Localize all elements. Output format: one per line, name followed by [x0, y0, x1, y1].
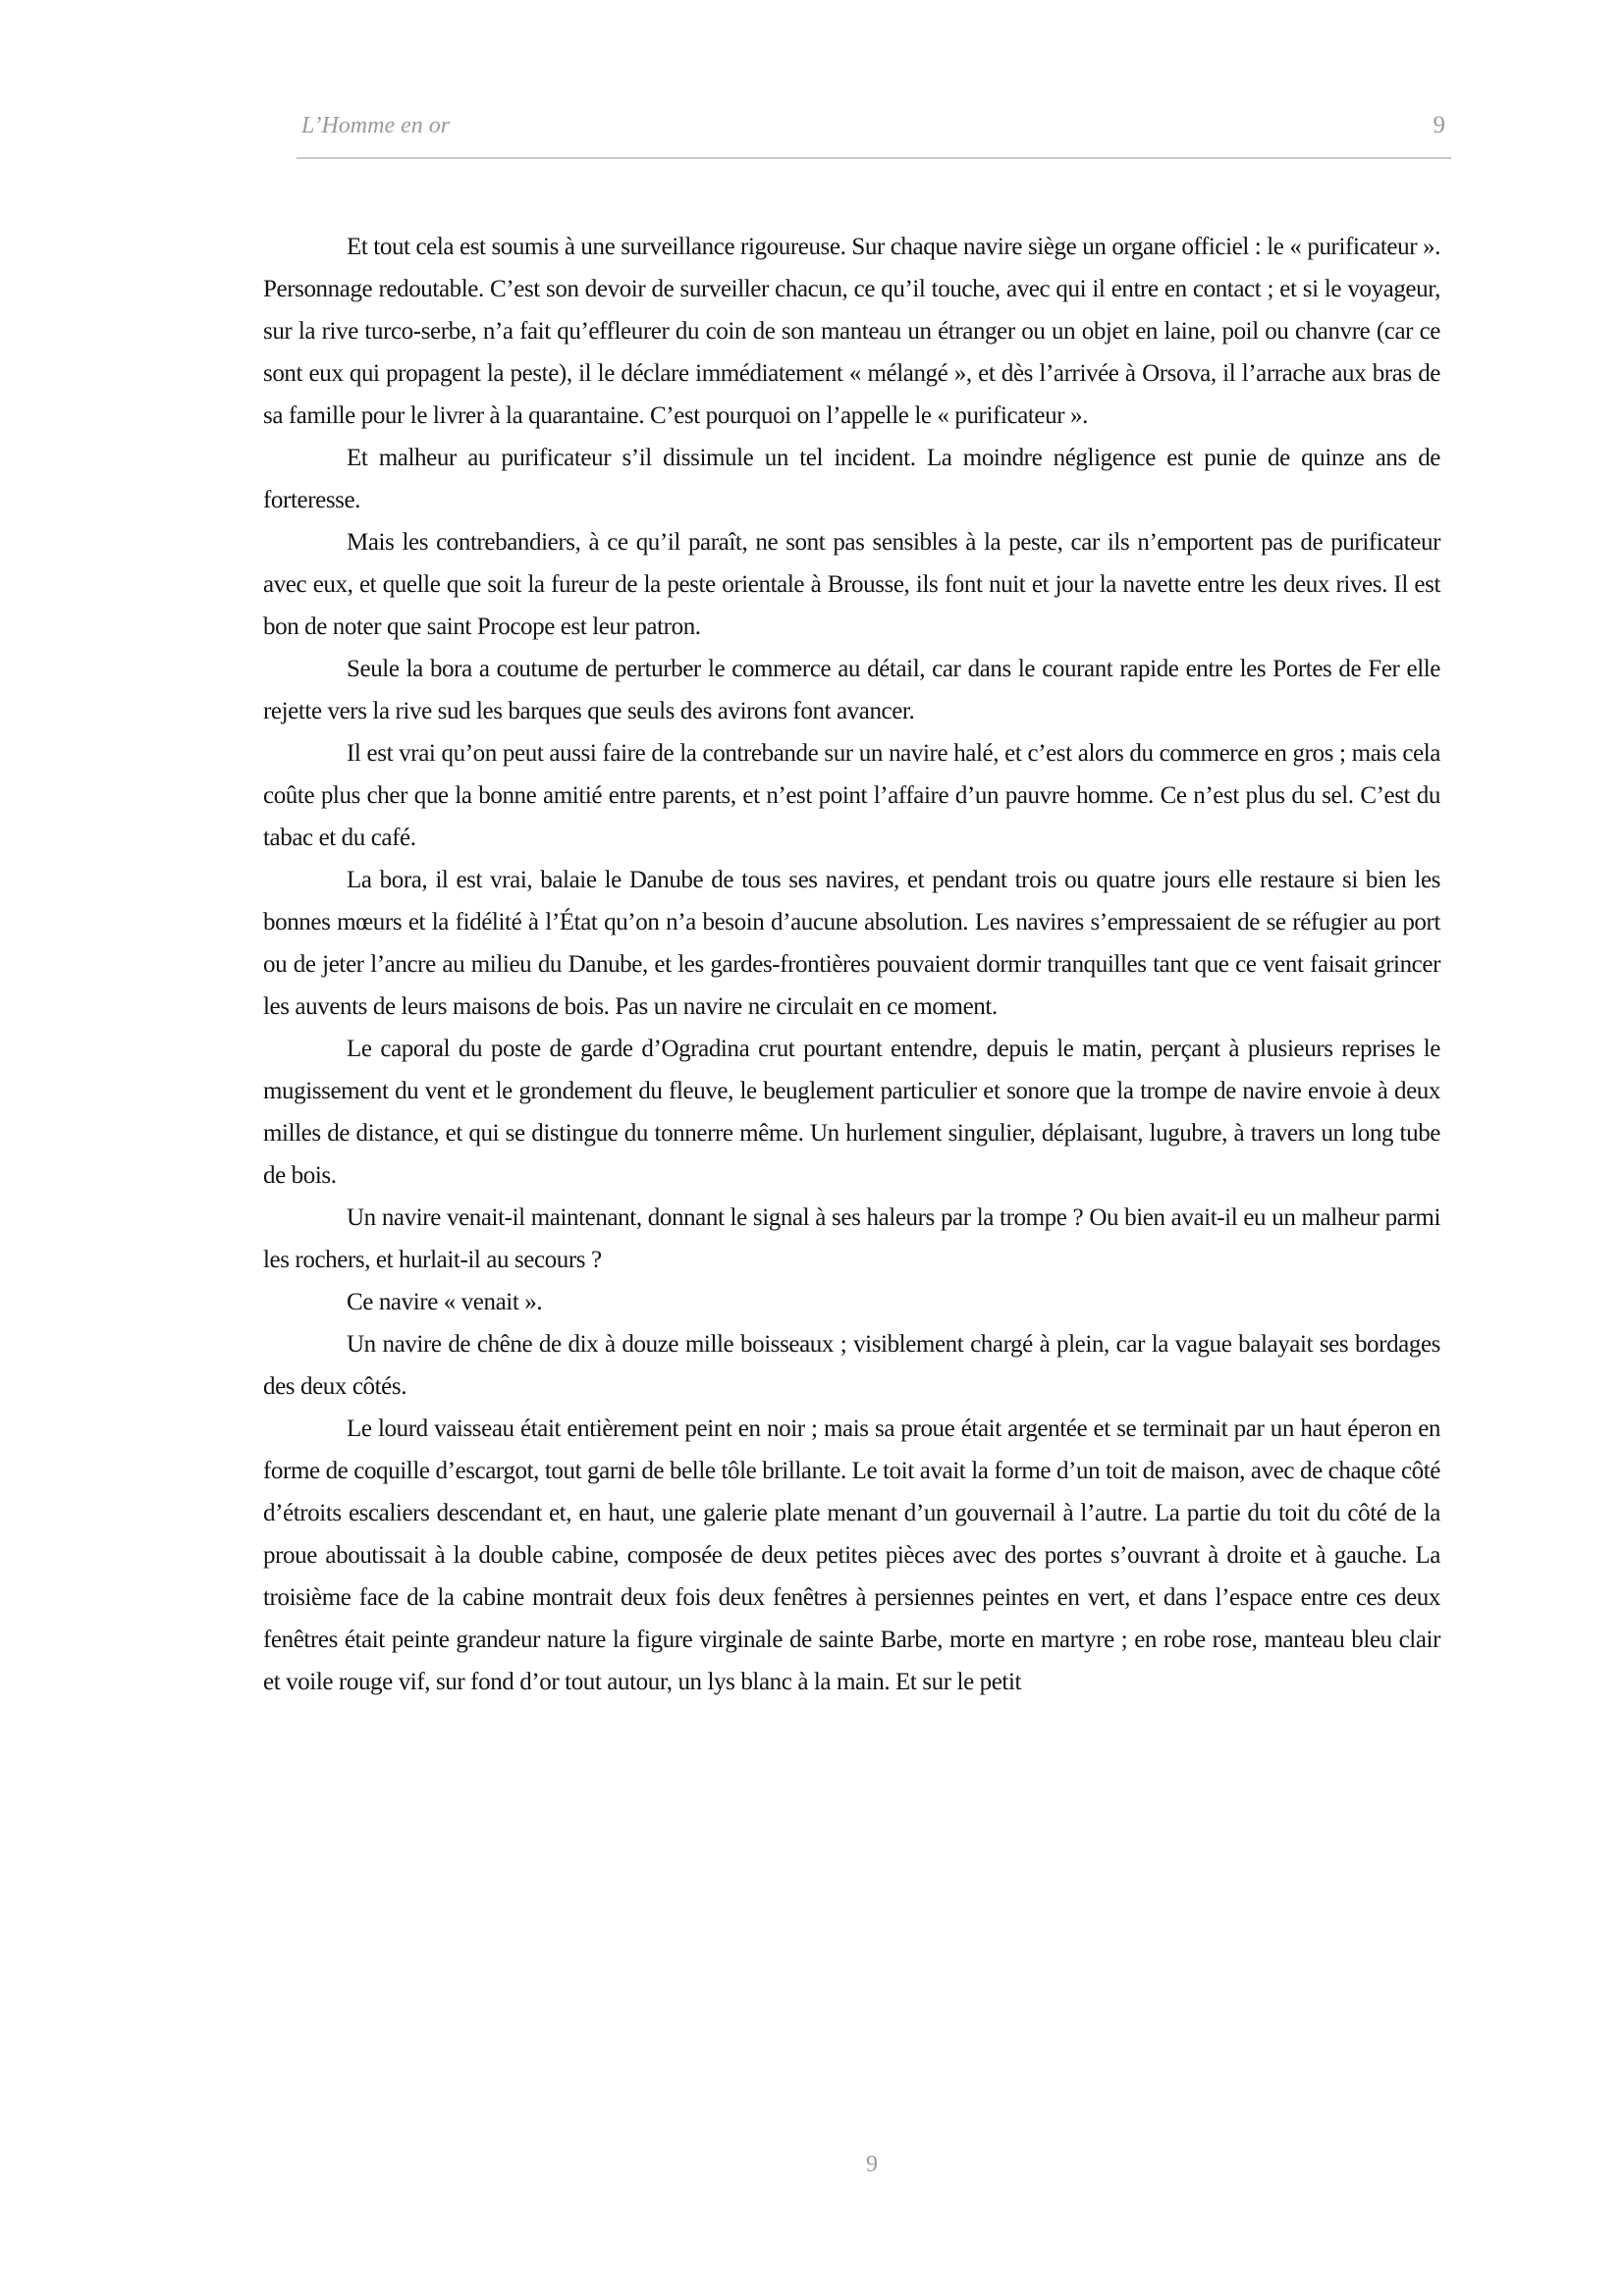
- paragraph: Et tout cela est soumis à une surveillance rigoureuse. Sur chaque navire siège un organe officiel : le « purificateur ». Personnage redoutable. C’est son devoir de surveiller chacun, ce qu’il touche, avec qui il entre en contact ; et si le voyageur, sur la rive turco-serbe, n’a fait qu’effleurer du coin de son manteau un étranger ou un objet en laine, poil ou chanvre (car ce sont eux qui propagent la peste), il le déclare immédiatement « mélangé », et dès l’arrivée à Orsova, il l’arrache aux bras de sa famille pour le livrer à la quarantaine. C’est pourquoi on l’appelle le « purificateur ».: [263, 234, 1440, 429]
- header-rule: [297, 157, 1451, 159]
- footer-page-number: 9: [866, 2152, 878, 2177]
- paragraph: La bora, il est vrai, balaie le Danube de tous ses navires, et pendant trois ou quatre jours elle restaure si bien les bonnes mœurs et la fidélité à l’État qu’on n’a besoin d’aucune absolution. Les navires s’empressaient de se réfugier au port ou de jeter l’ancre au milieu du Danube, et les gardes-frontières pouvaient dormir tranquilles tant que ce vent faisait grincer les auvents de leurs maisons de bois. Pas un navire ne circulait en ce moment.: [263, 867, 1440, 1020]
- paragraph: Seule la bora a coutume de perturber le commerce au détail, car dans le courant rapide entre les Portes de Fer elle rejette vers la rive sud les barques que seuls des avirons font avancer.: [263, 656, 1440, 724]
- paragraph: Le lourd vaisseau était entièrement peint en noir ; mais sa proue était argentée et se terminait par un haut éperon en forme de coquille d’escargot, tout garni de belle tôle brillante. Le toit avait la forme d’un toit de maison, avec de chaque côté d’étroits escaliers descendant et, en haut, une galerie plate menant d’un gouvernail à l’autre. La partie du toit du côté de la proue aboutissait à la double cabine, composée de deux petites pièces avec des portes s’ouvrant à droite et à gauche. La troisième face de la cabine montrait deux fois deux fenêtres à persiennes peintes en vert, et dans l’espace entre ces deux fenêtres était peinte grandeur nature la figure virginale de sainte Barbe, morte en martyre ; en robe rose, manteau bleu clair et voile rouge vif, sur fond d’or tout autour, un lys blanc à la main. Et sur le petit: [263, 1415, 1440, 1695]
- paragraph: Un navire de chêne de dix à douze mille boisseaux ; visiblement chargé à plein, car la vague balayait ses bordages des deux côtés.: [263, 1331, 1440, 1400]
- paragraph: Un navire venait-il maintenant, donnant le signal à ses haleurs par la trompe ? Ou bien avait-il eu un malheur parmi les rochers, et hurlait-il au secours ?: [263, 1204, 1440, 1273]
- body-text: [263, 226, 1440, 1703]
- header-page-number: 9: [1433, 112, 1445, 138]
- paragraph: Ce navire « venait ».: [347, 1289, 543, 1315]
- paragraph: Mais les contrebandiers, à ce qu’il paraît, ne sont pas sensibles à la peste, car ils n’emportent pas de purificateur avec eux, et quelle que soit la fureur de la peste orientale à Brousse, ils font nuit et jour la navette entre les deux rives. Il est bon de noter que saint Procope est leur patron.: [263, 529, 1440, 640]
- running-header-title: L’Homme en or: [301, 113, 451, 138]
- paragraph: Et malheur au purificateur s’il dissimule un tel incident. La moindre négligence est punie de quinze ans de forteresse.: [263, 445, 1440, 513]
- paragraph: Le caporal du poste de garde d’Ogradina crut pourtant entendre, depuis le matin, perçant à plusieurs reprises le mugissement du vent et le grondement du fleuve, le beuglement particulier et sonore que la trompe de navire envoie à deux milles de distance, et qui se distingue du tonnerre même. Un hurlement singulier, déplaisant, lugubre, à travers un long tube de bois.: [263, 1036, 1440, 1189]
- paragraph: Il est vrai qu’on peut aussi faire de la contrebande sur un navire halé, et c’est alors du commerce en gros ; mais cela coûte plus cher que la bonne amitié entre parents, et n’est point l’affaire d’un pauvre homme. Ce n’est plus du sel. C’est du tabac et du café.: [263, 740, 1440, 851]
